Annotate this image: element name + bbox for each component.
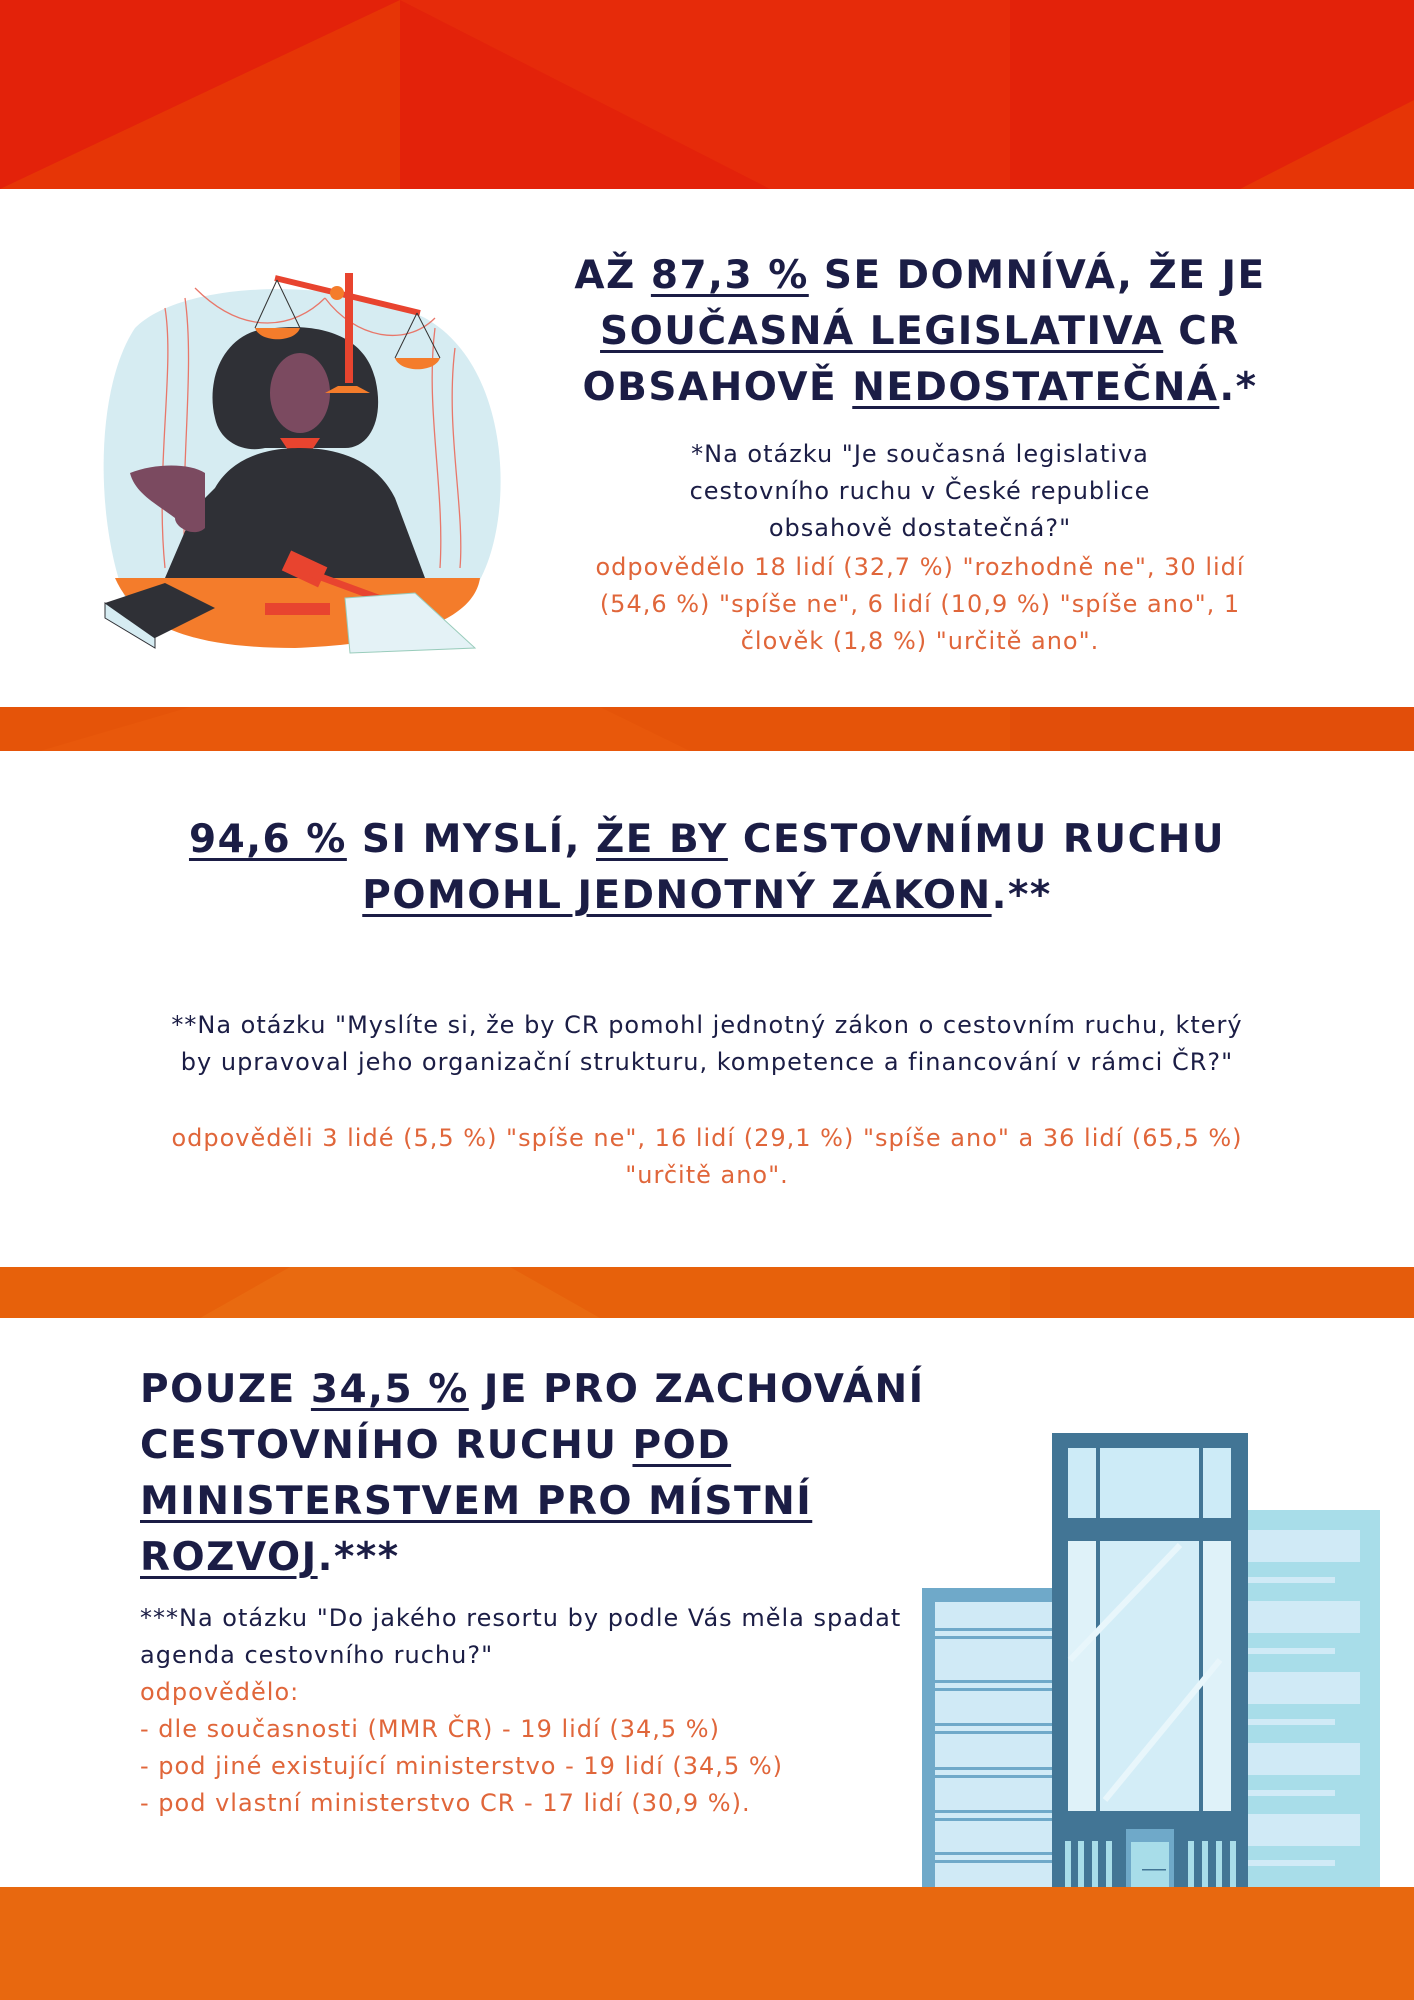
heading-text: .* <box>1219 365 1258 410</box>
section2-question: **Na otázku "Myslíte si, že by CR pomohl jednotný zákon o cestovním ruchu, který by upravoval jeho organizační strukturu, kompetence a financování v rámci ČR?" <box>171 1011 1243 1076</box>
section1-answer: odpovědělo 18 lidí (32,7 %) "rozhodně ne", 30 lidí (54,6 %) "spíše ne", 6 lidí (10,9 %) "spíše ano", 1 člověk (1,8 %) "určitě ano". <box>595 553 1245 655</box>
section3-body <box>140 1600 920 1822</box>
section3-answer-item: - dle současnosti (MMR ČR) - 19 lidí (34,5 %) <box>140 1715 720 1743</box>
heading-emphasis: ŽE BY <box>596 817 728 862</box>
heading-text: POUZE <box>140 1367 311 1412</box>
bottom-banner <box>0 1887 1414 2000</box>
heading-text: CESTOVNÍMU RUCHU <box>727 817 1226 862</box>
top-banner <box>0 0 1414 189</box>
heading-text: .*** <box>317 1535 400 1580</box>
heading-emphasis: POMOHL JEDNOTNÝ ZÁKON <box>362 873 992 918</box>
section3-heading <box>140 1362 970 1586</box>
section3-answer-intro: odpovědělo: <box>140 1678 300 1706</box>
heading-text: CR OBSAHOVĚ <box>582 309 1240 410</box>
heading-emphasis: 94,6 % <box>188 817 347 862</box>
heading-text: SI MYSLÍ, <box>346 817 597 862</box>
heading-emphasis: POD MINISTERSTVEM PRO MÍSTNÍ ROZVOJ <box>140 1423 813 1580</box>
heading-text: SE DOMNÍVÁ, ŽE JE <box>808 253 1266 298</box>
section3-answer-item: - pod vlastní ministerstvo CR - 17 lidí (30,9 %). <box>140 1789 751 1817</box>
heading-emphasis: 34,5 % <box>310 1367 469 1412</box>
judge-illustration <box>95 268 515 658</box>
section3-answer-item: - pod jiné existující ministerstvo - 19 lidí (34,5 %) <box>140 1752 784 1780</box>
heading-emphasis: NEDOSTATEČNÁ <box>852 365 1220 410</box>
heading-text: AŽ <box>574 253 651 298</box>
section1-heading <box>565 248 1275 416</box>
divider-band <box>0 1267 1414 1318</box>
section2-heading <box>150 812 1264 924</box>
section2-answer: odpověděli 3 lidé (5,5 %) "spíše ne", 16 lidí (29,1 %) "spíše ano" a 36 lidí (65,5 %) "určitě ano". <box>171 1124 1243 1189</box>
heading-text: JE PRO ZACHOVÁNÍ CESTOVNÍHO RUCHU <box>140 1367 925 1468</box>
section3-question: ***Na otázku "Do jakého resortu by podle Vás měla spadat agenda cestovního ruchu?" <box>140 1604 902 1669</box>
heading-emphasis: 87,3 % <box>650 253 809 298</box>
section1-question: *Na otázku "Je současná legislativa cestovního ruchu v České republice obsahově dostatečná?" <box>689 440 1151 542</box>
divider-band <box>0 707 1414 751</box>
heading-text: .** <box>991 873 1052 918</box>
buildings-illustration <box>920 1420 1380 1887</box>
heading-emphasis: SOUČASNÁ LEGISLATIVA <box>600 309 1164 354</box>
